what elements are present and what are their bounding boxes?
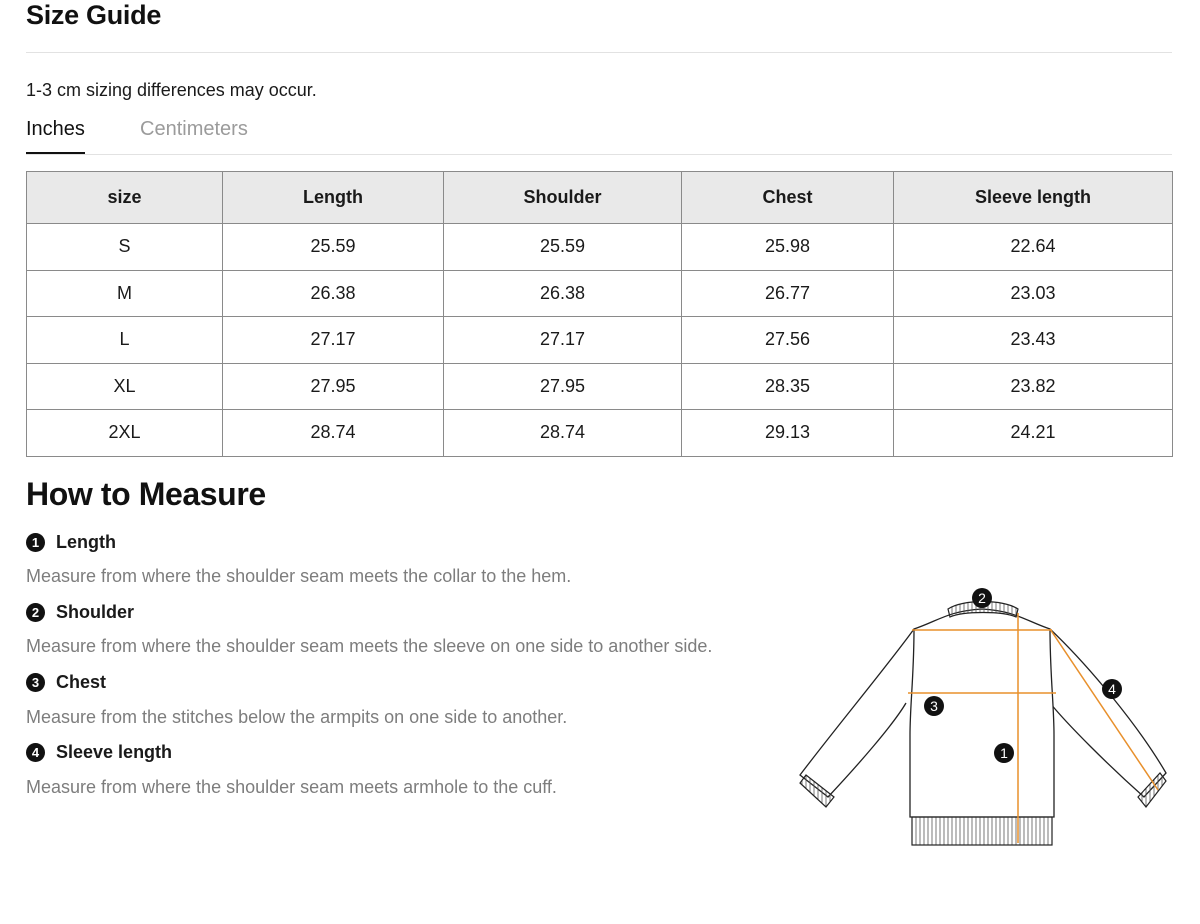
table-row xyxy=(27,317,1173,364)
svg-text:2: 2 xyxy=(978,590,986,606)
step-label: Shoulder xyxy=(56,601,135,622)
header-shoulder: Shoulder xyxy=(444,172,682,224)
cell-shoulder: 26.38 xyxy=(444,270,682,317)
cell-size: M xyxy=(27,270,223,317)
cell-sleeve-length: 23.43 xyxy=(894,317,1173,364)
table-header-row xyxy=(27,172,1173,224)
number-1-icon: 1 xyxy=(26,533,45,552)
svg-text:4: 4 xyxy=(1108,681,1116,697)
step-label: Chest xyxy=(56,671,107,692)
cell-shoulder: 28.74 xyxy=(444,410,682,457)
page-title: Size Guide xyxy=(26,0,162,30)
step-label: Sleeve length xyxy=(56,741,173,762)
cell-shoulder: 25.59 xyxy=(444,224,682,271)
step-description: Measure from where the shoulder seam meets the collar to the hem. xyxy=(26,566,572,586)
step-sleeve-length xyxy=(26,740,172,764)
marker-1-icon xyxy=(994,743,1014,763)
step-description: Measure from the stitches below the armpits on one side to another. xyxy=(26,707,568,727)
cell-size: L xyxy=(27,317,223,364)
cell-chest: 25.98 xyxy=(682,224,894,271)
cell-length: 27.95 xyxy=(223,363,444,410)
cell-chest: 27.56 xyxy=(682,317,894,364)
cell-length: 26.38 xyxy=(223,270,444,317)
table-row xyxy=(27,270,1173,317)
cell-length: 25.59 xyxy=(223,224,444,271)
cell-sleeve-length: 24.21 xyxy=(894,410,1173,457)
cell-chest: 28.35 xyxy=(682,363,894,410)
svg-text:1: 1 xyxy=(1000,745,1008,761)
step-label: Length xyxy=(56,531,116,552)
header-sleeve-length: Sleeve length xyxy=(894,172,1173,224)
step-description: Measure from where the shoulder seam meets armhole to the cuff. xyxy=(26,777,557,797)
step-description: Measure from where the shoulder seam meets the sleeve on one side to another side. xyxy=(26,636,713,656)
table-row xyxy=(27,410,1173,457)
cell-chest: 26.77 xyxy=(682,270,894,317)
cell-sleeve-length: 23.03 xyxy=(894,270,1173,317)
table-row xyxy=(27,224,1173,271)
table-row xyxy=(27,363,1173,410)
header-chest: Chest xyxy=(682,172,894,224)
unit-tabs xyxy=(26,114,1172,155)
cell-chest: 29.13 xyxy=(682,410,894,457)
size-table xyxy=(26,171,1173,457)
cell-shoulder: 27.95 xyxy=(444,363,682,410)
header-size: size xyxy=(27,172,223,224)
cell-size: XL xyxy=(27,363,223,410)
number-2-icon: 2 xyxy=(26,603,45,622)
step-shoulder xyxy=(26,600,134,624)
cell-sleeve-length: 23.82 xyxy=(894,363,1173,410)
marker-2-icon xyxy=(972,588,992,608)
number-4-icon: 4 xyxy=(26,743,45,762)
header-length: Length xyxy=(223,172,444,224)
cell-length: 27.17 xyxy=(223,317,444,364)
step-chest xyxy=(26,670,106,694)
number-3-icon: 3 xyxy=(26,673,45,692)
cell-sleeve-length: 22.64 xyxy=(894,224,1173,271)
how-to-measure-title: How to Measure xyxy=(26,476,266,512)
tab-inches[interactable]: Inches xyxy=(26,116,85,154)
marker-3-icon xyxy=(924,696,944,716)
divider xyxy=(26,52,1172,53)
sweater-measurement-diagram xyxy=(798,585,1170,850)
marker-4-icon xyxy=(1102,679,1122,699)
tab-centimeters[interactable]: Centimeters xyxy=(140,118,248,140)
svg-text:3: 3 xyxy=(930,698,938,714)
step-length xyxy=(26,530,116,554)
cell-size: S xyxy=(27,224,223,271)
cell-length: 28.74 xyxy=(223,410,444,457)
cell-size: 2XL xyxy=(27,410,223,457)
cell-shoulder: 27.17 xyxy=(444,317,682,364)
sizing-note: 1-3 cm sizing differences may occur. xyxy=(26,80,317,100)
